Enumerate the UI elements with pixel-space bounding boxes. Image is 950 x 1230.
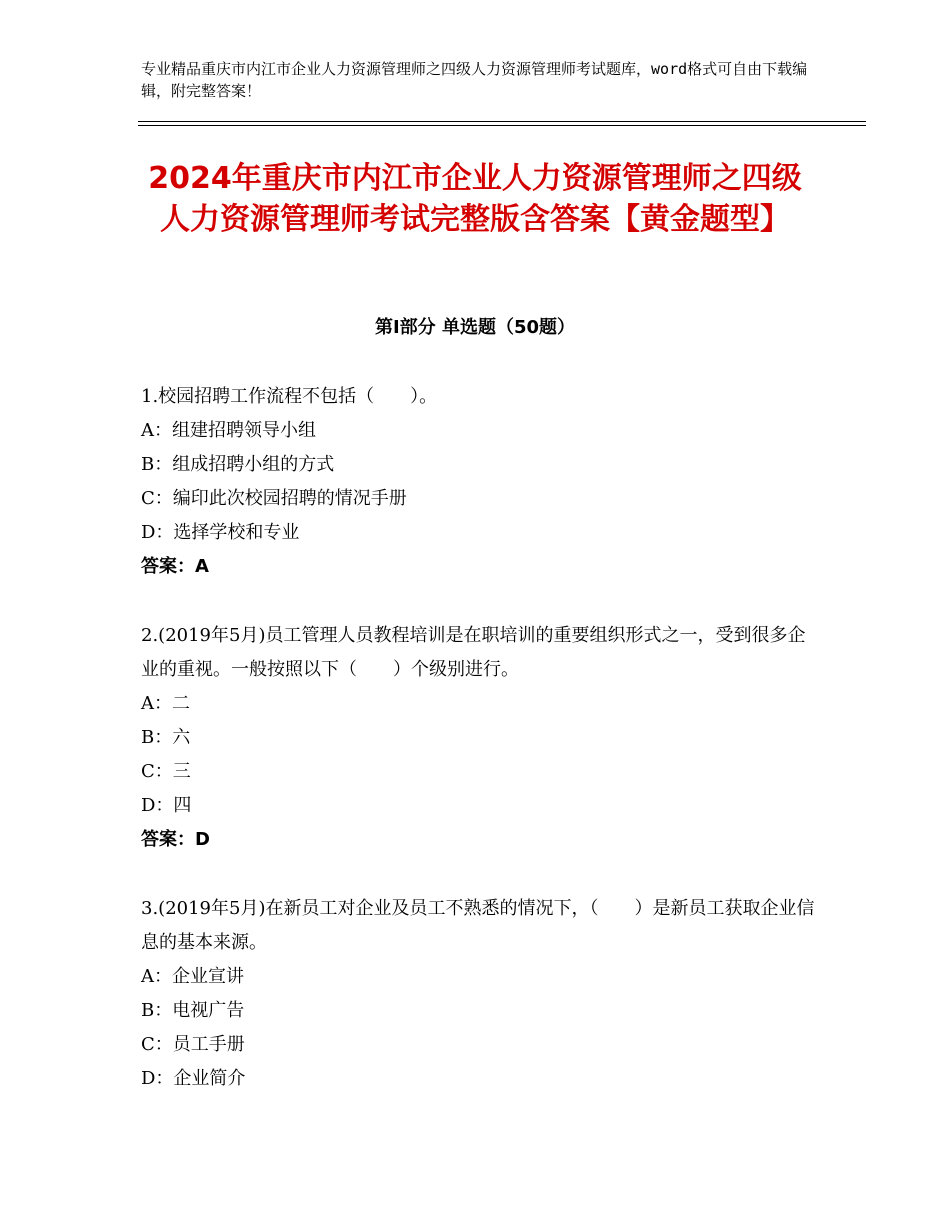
option-d: D：四 — [141, 795, 192, 816]
option-a: A：组建招聘领导小组 — [141, 420, 316, 441]
option-a: A：企业宣讲 — [141, 966, 244, 987]
option-d: D：选择学校和专业 — [141, 522, 300, 543]
option-b: B：组成招聘小组的方式 — [141, 454, 335, 475]
question-block — [141, 380, 816, 584]
document-title: 2024年重庆市内江市企业人力资源管理师之四级人力资源管理师考试完整版含答案【黄金题型】 — [148, 161, 802, 237]
question-stem: 1.校园招聘工作流程不包括（ ）。 — [141, 386, 438, 407]
answer-line: 答案：A — [141, 556, 209, 577]
header-note: 专业精品重庆市内江市企业人力资源管理师之四级人力资源管理师考试题库，word格式可自由下载编辑，附完整答案！ — [141, 60, 808, 100]
option-a: A：二 — [141, 693, 190, 714]
question-stem: 2.(2019年5月)员工管理人员教程培训是在职培训的重要组织形式之一，受到很多企业的重视。一般按照以下（ ）个级别进行。 — [141, 625, 806, 680]
header-divider-secondary — [138, 125, 866, 126]
question-stem: 3.(2019年5月)在新员工对企业及员工不熟悉的情况下，（ ）是新员工获取企业信息的基本来源。 — [141, 898, 815, 953]
option-c: C：三 — [141, 761, 191, 782]
question-block — [141, 892, 816, 1096]
option-c: C：员工手册 — [141, 1034, 245, 1055]
section-heading: 第Ⅰ部分 单选题（50题） — [374, 317, 575, 338]
header-divider — [138, 121, 866, 122]
question-block — [141, 619, 816, 857]
answer-line: 答案：D — [141, 829, 210, 850]
option-b: B：六 — [141, 727, 191, 748]
option-c: C：编印此次校园招聘的情况手册 — [141, 488, 407, 509]
option-d: D：企业简介 — [141, 1068, 246, 1089]
option-b: B：电视广告 — [141, 1000, 245, 1021]
